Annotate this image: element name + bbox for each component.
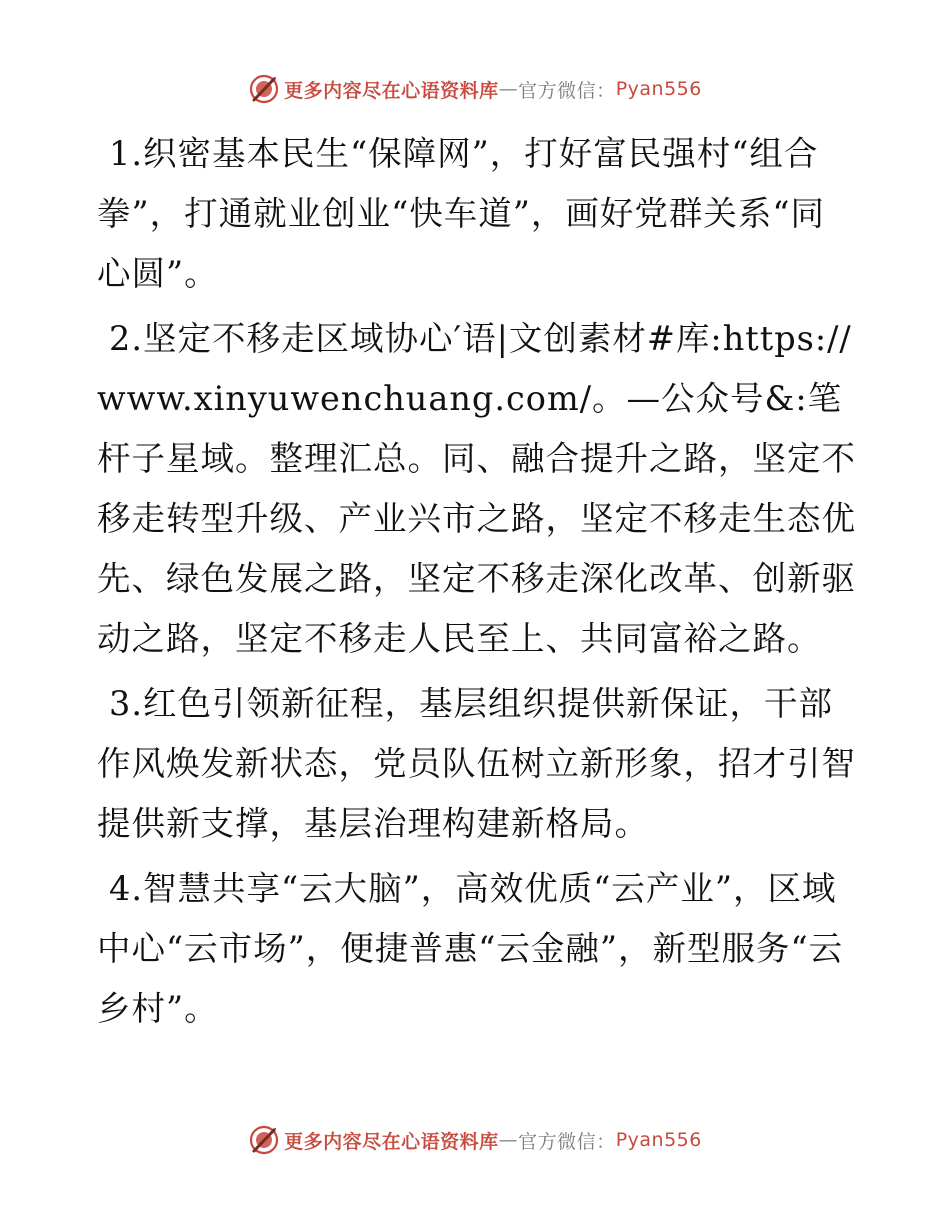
- paragraph-1: [97, 124, 857, 304]
- banner-official-label: 官方微信：: [518, 79, 616, 102]
- brush-logo-icon: [248, 1124, 280, 1156]
- banner-main-text: 更多内容尽在心语资料库: [284, 79, 499, 102]
- paragraph-text: 红色引领新征程，基层组织提供新保证，干部作风焕发新状态，党员队伍树立新形象，招才引智提供新支撑，基层治理构建新格局。: [97, 684, 856, 843]
- paragraph-2: [97, 309, 857, 669]
- paragraph-3: [97, 674, 857, 854]
- banner-separator: —: [498, 1129, 519, 1151]
- paragraph-number: 1.: [109, 134, 143, 173]
- paragraph-4: [97, 859, 857, 1039]
- paragraph-number: 4.: [109, 869, 143, 908]
- header-watermark-banner: [0, 72, 950, 106]
- paragraph-text: 坚定不移走区域协心′语|文创素材#库:https://www.xinyuwenchuang.com/。—公众号&:笔杆子星域。整理汇总。同、融合提升之路，坚定不移走转型升级、产业兴市之路，坚定不移走生态优先、绿色发展之路，坚定不移走深化改革、创新驱动之路，坚定不移走人民至上、共同富裕之路。: [97, 319, 856, 658]
- brush-logo-icon: [248, 73, 280, 105]
- banner-official-label: 官方微信：: [518, 1130, 616, 1153]
- paragraph-number: 3.: [109, 684, 143, 723]
- footer-watermark-banner: [0, 1123, 950, 1157]
- banner-account-id: Pyan556: [615, 78, 702, 100]
- paragraph-text: 智慧共享“云大脑”，高效优质“云产业”，区域中心“云市场”，便捷普惠“云金融”，新型服务“云乡村”。: [97, 869, 844, 1028]
- banner-separator: —: [498, 78, 519, 100]
- banner-account-id: Pyan556: [615, 1129, 702, 1151]
- paragraph-text: 织密基本民生“保障网”，打好富民强村“组合拳”，打通就业创业“快车道”，画好党群关系“同心圆”。: [97, 134, 826, 293]
- paragraph-number: 2.: [109, 319, 143, 358]
- banner-main-text: 更多内容尽在心语资料库: [284, 1130, 499, 1153]
- document-body: [97, 124, 857, 1044]
